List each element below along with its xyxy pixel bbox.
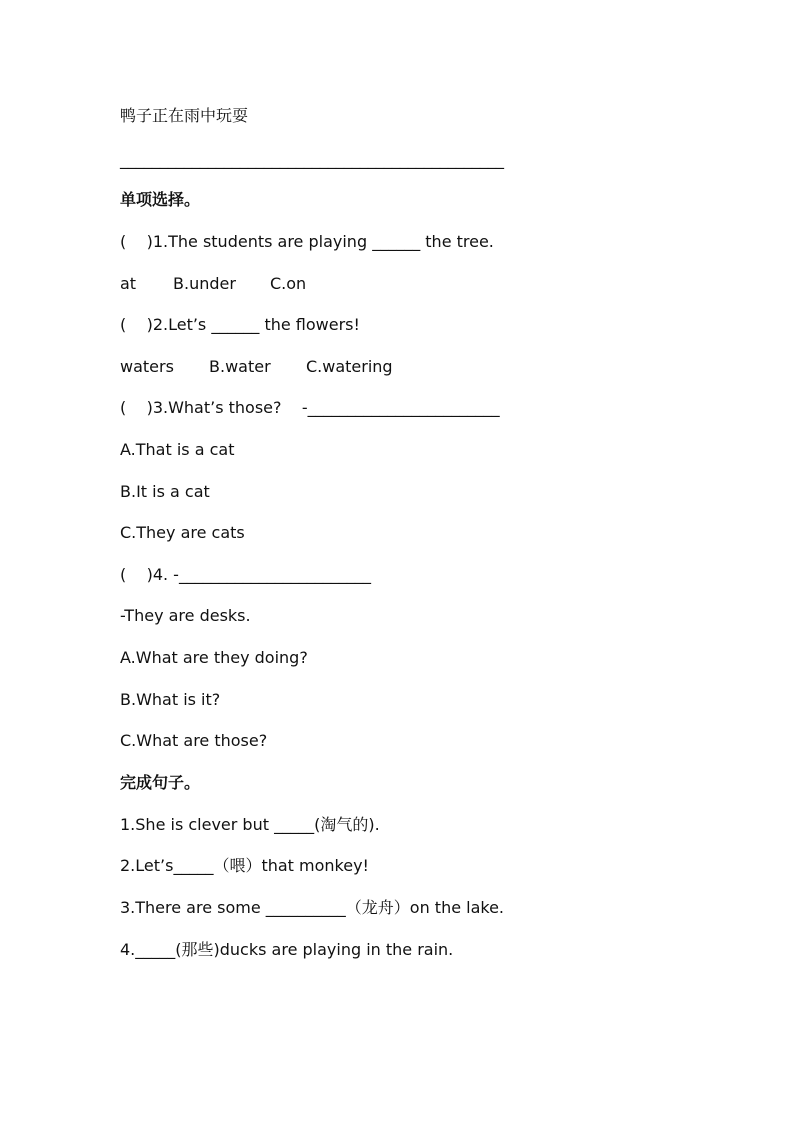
- question-4-option-b: B.What is it?: [120, 690, 221, 709]
- section-heading-multiple-choice: 单项选择。: [120, 190, 201, 209]
- option-b: B.water: [209, 357, 271, 376]
- sentence-2: 2.Let’s_____（喂）that monkey!: [120, 856, 369, 875]
- question-4-option-a: A.What are they doing?: [120, 648, 308, 667]
- option-a: at: [120, 274, 137, 293]
- translation-prompt: 鸭子正在雨中玩耍: [120, 106, 249, 125]
- question-2-options: [120, 357, 393, 377]
- question-3-option-c: C.They are cats: [120, 523, 245, 542]
- question-4-answer: -They are desks.: [120, 606, 251, 625]
- question-4-option-c: C.What are those?: [120, 731, 268, 750]
- section-heading-complete-sentences: 完成句子。: [120, 773, 201, 792]
- sentence-4: 4._____(那些)ducks are playing in the rain.: [120, 940, 454, 959]
- sentence-3: 3.There are some __________（龙舟）on the lake.: [120, 898, 505, 917]
- sentence-1: 1.She is clever but _____(淘气的).: [120, 815, 380, 834]
- question-1: ( )1.The students are playing ______ the tree.: [120, 232, 494, 251]
- option-c: C.watering: [306, 357, 393, 376]
- question-3-option-a: A.That is a cat: [120, 440, 235, 459]
- question-1-options: [120, 274, 306, 294]
- option-b: B.under: [173, 274, 236, 293]
- question-4: ( )4. -________________________: [120, 565, 371, 584]
- question-3-option-b: B.It is a cat: [120, 482, 210, 501]
- option-c: C.on: [270, 274, 307, 293]
- question-3: ( )3.What’s those? -________________________: [120, 398, 500, 417]
- question-2: ( )2.Let’s ______ the flowers!: [120, 315, 360, 334]
- option-a: waters: [120, 357, 174, 376]
- answer-blank-line: ________________________________________________: [120, 150, 504, 169]
